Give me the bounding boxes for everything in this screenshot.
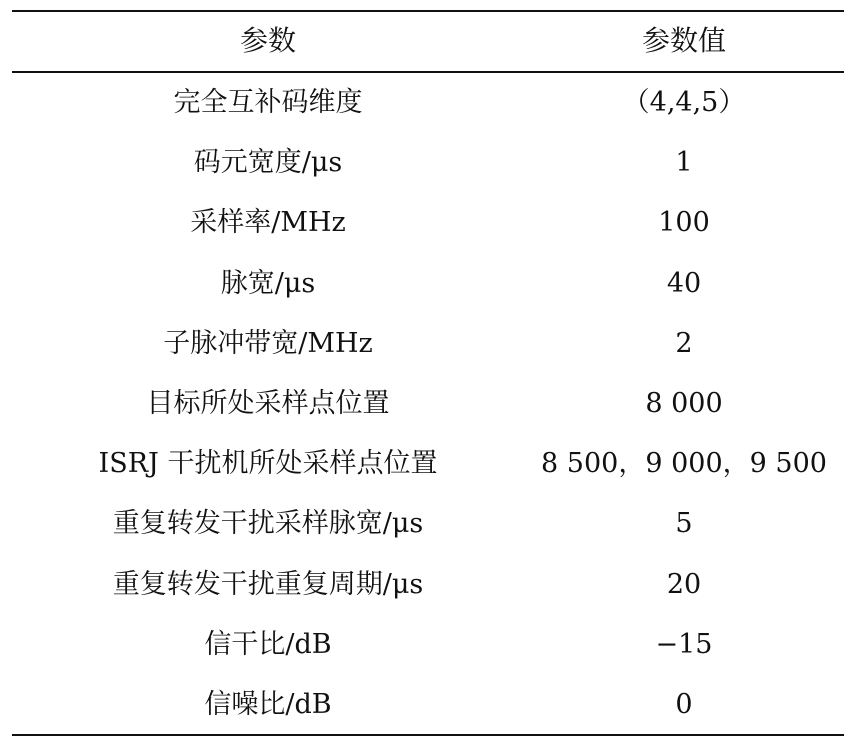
parameter-value: 5: [675, 507, 693, 539]
parameter-value: 40: [666, 267, 702, 299]
header-value: 参数值: [641, 24, 726, 57]
table-row: [12, 433, 844, 493]
parameter-value: （4,4,5）: [622, 86, 746, 118]
table-bottom-rule: [12, 734, 844, 736]
parameter-name: 子脉冲带宽/MHz: [163, 327, 373, 359]
parameter-value: 100: [658, 206, 710, 238]
parameter-name: 完全互补码维度: [173, 86, 363, 118]
table-row: [12, 72, 844, 132]
parameter-name: 采样率/MHz: [190, 206, 346, 238]
table-row: [12, 373, 844, 433]
parameter-name: 重复转发干扰采样脉宽/μs: [112, 507, 424, 539]
table-row: [12, 554, 844, 614]
parameter-value: 8 500，9 000，9 500: [541, 447, 827, 479]
parameter-value: 20: [666, 568, 702, 600]
parameter-value: 8 000: [645, 387, 723, 419]
parameter-value: 1: [675, 146, 693, 178]
table-row: [12, 313, 844, 373]
parameter-name: 脉宽/μs: [220, 267, 316, 299]
parameter-value: −15: [655, 628, 713, 660]
table-row: [12, 192, 844, 252]
table-row: [12, 493, 844, 553]
parameter-name: 信噪比/dB: [204, 688, 332, 720]
parameter-value: 0: [675, 688, 693, 720]
table-row: [12, 132, 844, 192]
header-parameter: 参数: [239, 24, 296, 57]
parameter-value: 2: [675, 327, 693, 359]
table-row: [12, 614, 844, 674]
parameter-name: 信干比/dB: [204, 628, 332, 660]
parameter-name: 重复转发干扰重复周期/μs: [112, 568, 424, 600]
table-row: [12, 253, 844, 313]
table-row: [12, 674, 844, 734]
parameter-name: ISRJ 干扰机所处采样点位置: [98, 447, 438, 479]
parameter-name: 目标所处采样点位置: [146, 387, 390, 419]
parameter-name: 码元宽度/μs: [193, 146, 343, 178]
table-header-row: [12, 11, 844, 71]
